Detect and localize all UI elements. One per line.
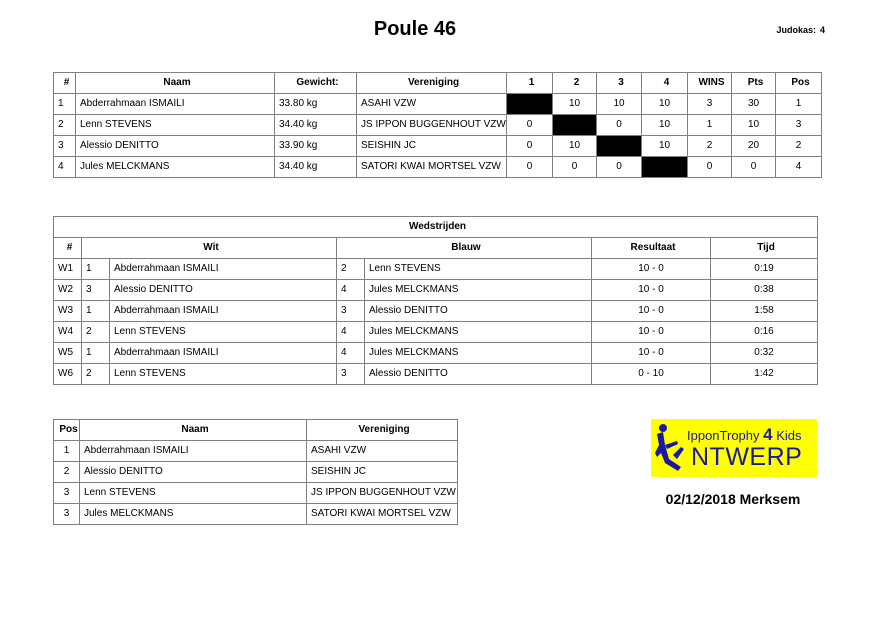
row-vereniging: SEISHIN JC (357, 136, 507, 157)
tijd: 0:16 (711, 322, 818, 343)
row-pos: 1 (776, 94, 822, 115)
blauw-naam: Jules MELCKMANS (365, 280, 592, 301)
logo-four: 4 (763, 425, 773, 444)
wit-nr: 1 (82, 259, 110, 280)
row-nr: 3 (54, 136, 76, 157)
match-id: W6 (54, 364, 82, 385)
col-header-gewicht: Gewicht: (275, 73, 357, 94)
match-id: W3 (54, 301, 82, 322)
rank-vereniging: SEISHIN JC (307, 462, 458, 483)
row-naam: Alessio DENITTO (76, 136, 275, 157)
row-wins: 3 (688, 94, 732, 115)
score-blocked (597, 136, 642, 157)
col-header-4: 4 (642, 73, 688, 94)
event-date-location: 02/12/2018 Merksem (665, 491, 801, 507)
row-pts: 0 (732, 157, 776, 178)
score-blocked (642, 157, 688, 178)
rank-naam: Abderrahmaan ISMAILI (80, 441, 307, 462)
table-row (54, 94, 822, 115)
wedstrijden-header-row (54, 238, 818, 259)
wit-naam: Alessio DENITTO (110, 280, 337, 301)
col-header-naam: Naam (76, 73, 275, 94)
wit-naam: Lenn STEVENS (110, 322, 337, 343)
row-vereniging: JS IPPON BUGGENHOUT VZW (357, 115, 507, 136)
score-cell: 10 (553, 94, 597, 115)
resultaat: 10 - 0 (592, 301, 711, 322)
table-row (54, 157, 822, 178)
row-wins: 2 (688, 136, 732, 157)
table-row (54, 301, 818, 322)
col-header-1: 1 (507, 73, 553, 94)
row-nr: 4 (54, 157, 76, 178)
table-row (54, 364, 818, 385)
rank-vereniging: SATORI KWAI MORTSEL VZW (307, 504, 458, 525)
blauw-naam: Lenn STEVENS (365, 259, 592, 280)
wit-nr: 3 (82, 280, 110, 301)
table-row (54, 280, 818, 301)
resultaat: 0 - 10 (592, 364, 711, 385)
rank-pos: 3 (54, 504, 80, 525)
score-cell: 10 (642, 115, 688, 136)
table-row (54, 136, 822, 157)
resultaat: 10 - 0 (592, 343, 711, 364)
table-row (54, 322, 818, 343)
blauw-nr: 2 (337, 259, 365, 280)
blauw-nr: 3 (337, 364, 365, 385)
rank-pos: 3 (54, 483, 80, 504)
blauw-nr: 4 (337, 280, 365, 301)
page-title: Poule 46 (373, 18, 457, 40)
row-wins: 1 (688, 115, 732, 136)
wit-nr: 2 (82, 364, 110, 385)
table-row (54, 441, 458, 462)
row-nr: 2 (54, 115, 76, 136)
row-pos: 3 (776, 115, 822, 136)
col-header-nr: # (54, 73, 76, 94)
score-cell: 10 (642, 94, 688, 115)
poule-header-row (54, 73, 822, 94)
col-header-tijd: Tijd (711, 238, 818, 259)
match-id: W5 (54, 343, 82, 364)
blauw-naam: Jules MELCKMANS (365, 322, 592, 343)
judokas-count (776, 25, 825, 35)
wit-nr: 1 (82, 301, 110, 322)
row-gewicht: 34.40 kg (275, 115, 357, 136)
score-cell: 0 (507, 157, 553, 178)
ranking-header-row (54, 420, 458, 441)
row-gewicht: 33.80 kg (275, 94, 357, 115)
row-vereniging: ASAHI VZW (357, 94, 507, 115)
wedstrijden-title: Wedstrijden (54, 217, 818, 238)
poule-table (53, 72, 822, 178)
judokas-label: Judokas: (776, 25, 816, 35)
row-vereniging: SATORI KWAI MORTSEL VZW (357, 157, 507, 178)
score-cell: 0 (597, 157, 642, 178)
logo-brand: IpponTrophy (687, 428, 760, 443)
wit-naam: Abderrahmaan ISMAILI (110, 343, 337, 364)
score-cell: 0 (507, 115, 553, 136)
score-cell: 0 (597, 115, 642, 136)
score-cell: 0 (507, 136, 553, 157)
row-gewicht: 34.40 kg (275, 157, 357, 178)
col-header-wins: WINS (688, 73, 732, 94)
blauw-nr: 3 (337, 301, 365, 322)
blauw-naam: Jules MELCKMANS (365, 343, 592, 364)
resultaat: 10 - 0 (592, 280, 711, 301)
wit-naam: Abderrahmaan ISMAILI (110, 259, 337, 280)
rank-vereniging: ASAHI VZW (307, 441, 458, 462)
row-pts: 30 (732, 94, 776, 115)
score-blocked (553, 115, 597, 136)
wit-naam: Lenn STEVENS (110, 364, 337, 385)
tijd: 1:42 (711, 364, 818, 385)
rank-naam: Jules MELCKMANS (80, 504, 307, 525)
table-row (54, 343, 818, 364)
col-header-vereniging: Vereniging (307, 420, 458, 441)
blauw-naam: Alessio DENITTO (365, 364, 592, 385)
judokas-value: 4 (819, 25, 825, 35)
col-header-pos: Pos (54, 420, 80, 441)
table-row (54, 462, 458, 483)
match-id: W1 (54, 259, 82, 280)
col-header-naam: Naam (80, 420, 307, 441)
col-header-pts: Pts (732, 73, 776, 94)
match-id: W2 (54, 280, 82, 301)
col-header-3: 3 (597, 73, 642, 94)
score-cell: 10 (642, 136, 688, 157)
tijd: 0:32 (711, 343, 818, 364)
resultaat: 10 - 0 (592, 322, 711, 343)
score-cell: 0 (553, 157, 597, 178)
tijd: 1:58 (711, 301, 818, 322)
row-pts: 10 (732, 115, 776, 136)
score-blocked (507, 94, 553, 115)
table-row (54, 504, 458, 525)
rank-pos: 1 (54, 441, 80, 462)
table-row (54, 483, 458, 504)
wit-naam: Abderrahmaan ISMAILI (110, 301, 337, 322)
col-header-pos: Pos (776, 73, 822, 94)
rank-naam: Lenn STEVENS (80, 483, 307, 504)
wedstrijden-table (53, 216, 818, 385)
col-header-resultaat: Resultaat (592, 238, 711, 259)
wit-nr: 1 (82, 343, 110, 364)
rank-naam: Alessio DENITTO (80, 462, 307, 483)
col-header-vereniging: Vereniging (357, 73, 507, 94)
ippon-trophy-logo (651, 419, 817, 477)
score-cell: 10 (597, 94, 642, 115)
row-nr: 1 (54, 94, 76, 115)
row-gewicht: 33.90 kg (275, 136, 357, 157)
row-pos: 2 (776, 136, 822, 157)
wit-nr: 2 (82, 322, 110, 343)
tijd: 0:19 (711, 259, 818, 280)
blauw-nr: 4 (337, 343, 365, 364)
rank-vereniging: JS IPPON BUGGENHOUT VZW (307, 483, 458, 504)
logo-kids: Kids (776, 428, 802, 443)
col-header-blauw: Blauw (337, 238, 592, 259)
logo-city: NTWERP (691, 443, 803, 471)
table-row (54, 259, 818, 280)
row-wins: 0 (688, 157, 732, 178)
row-pts: 20 (732, 136, 776, 157)
row-pos: 4 (776, 157, 822, 178)
blauw-nr: 4 (337, 322, 365, 343)
logo-line1 (687, 425, 802, 445)
col-header-2: 2 (553, 73, 597, 94)
tijd: 0:38 (711, 280, 818, 301)
table-row (54, 115, 822, 136)
ranking-table (53, 419, 458, 525)
row-naam: Abderrahmaan ISMAILI (76, 94, 275, 115)
resultaat: 10 - 0 (592, 259, 711, 280)
row-naam: Lenn STEVENS (76, 115, 275, 136)
row-naam: Jules MELCKMANS (76, 157, 275, 178)
score-cell: 10 (553, 136, 597, 157)
rank-pos: 2 (54, 462, 80, 483)
col-header-nr: # (54, 238, 82, 259)
match-id: W4 (54, 322, 82, 343)
col-header-wit: Wit (82, 238, 337, 259)
blauw-naam: Alessio DENITTO (365, 301, 592, 322)
